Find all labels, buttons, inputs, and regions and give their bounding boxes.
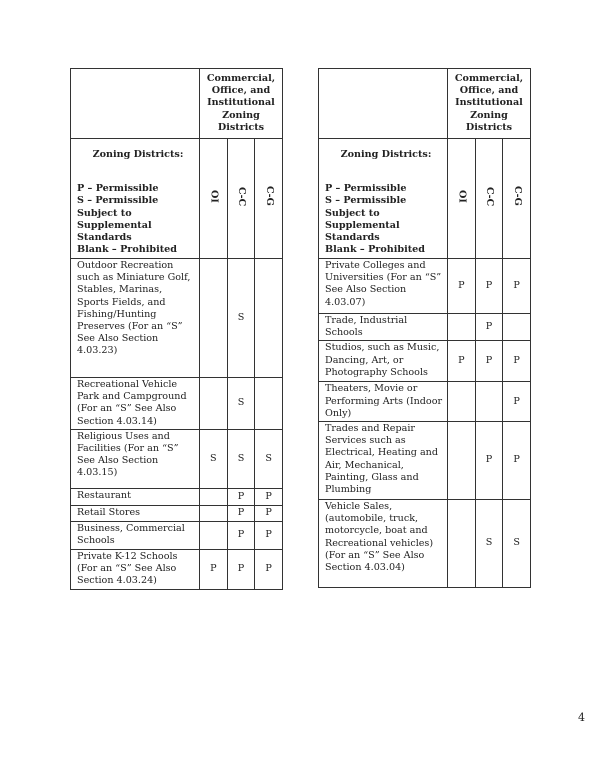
permission-cell: P (255, 488, 283, 505)
district-group-header: Commercial, Office, and Institutional Zoning Districts (448, 69, 531, 139)
table-row (71, 378, 283, 430)
table-row (71, 429, 283, 488)
use-cell: Business, Commercial Schools (71, 521, 200, 549)
district-column-header: OI (448, 139, 476, 259)
permission-cell: P (503, 259, 531, 314)
use-cell: Theaters, Movie or Performing Arts (Indoor Only) (319, 382, 448, 422)
permission-cell (200, 488, 228, 505)
permission-cell (448, 500, 476, 588)
permission-cell: P (475, 259, 503, 314)
use-cell: Outdoor Recreation such as Miniature Golf, Stables, Marinas, Sports Fields, and Fishing/Hunting Preserves (For an “S” See Also Section 4.03.23) (71, 259, 200, 378)
permission-cell: P (227, 505, 255, 521)
zoning-table-right (318, 68, 531, 588)
permission-cell: S (503, 500, 531, 588)
blank-header-cell (319, 69, 448, 139)
table-row (71, 521, 283, 549)
legend-title: Zoning Districts: (340, 149, 432, 160)
permission-cell: P (503, 422, 531, 500)
district-group-header: Commercial, Office, and Institutional Zoning Districts (200, 69, 283, 139)
blank-header-cell (71, 69, 200, 139)
permission-cell: S (255, 429, 283, 488)
use-cell: Private K-12 Schools (For an “S” See Also Section 4.03.24) (71, 549, 200, 589)
permission-cell: P (475, 422, 503, 500)
permission-cell: P (448, 259, 476, 314)
table-row (71, 505, 283, 521)
district-column-header: C-G (503, 139, 531, 259)
use-cell: Trades and Repair Services such as Electrical, Heating and Air, Mechanical, Painting, Glass and Plumbing (319, 422, 448, 500)
permission-cell: P (448, 341, 476, 382)
table-row (319, 259, 531, 314)
permission-cell: P (200, 549, 228, 589)
permission-cell (255, 259, 283, 378)
legend-line: P – Permissible (77, 183, 159, 195)
permission-cell: P (255, 505, 283, 521)
permission-cell: P (227, 488, 255, 505)
use-cell: Private Colleges and Universities (For an “S” See Also Section 4.03.07) (319, 259, 448, 314)
table-row (319, 314, 531, 341)
permission-cell: P (475, 314, 503, 341)
use-cell: Religious Uses and Facilities (For an “S” See Also Section 4.03.15) (71, 429, 200, 488)
use-cell: Trade, Industrial Schools (319, 314, 448, 341)
permission-cell: P (227, 521, 255, 549)
legend-line: Blank – Prohibited (77, 244, 177, 256)
legend-cell (319, 139, 448, 259)
use-cell: Retail Stores (71, 505, 200, 521)
legend-title: Zoning Districts: (92, 149, 184, 160)
permission-cell (200, 521, 228, 549)
legend-line: P – Permissible (325, 183, 407, 195)
legend-line: S – Permissible Subject to Supplemental Standards (77, 195, 159, 244)
table-row (319, 422, 531, 500)
permission-cell: S (227, 429, 255, 488)
permission-cell (448, 422, 476, 500)
permission-cell (475, 382, 503, 422)
permission-cell: P (255, 549, 283, 589)
permission-cell: P (255, 521, 283, 549)
district-column-header: C-C (227, 139, 255, 259)
use-cell: Recreational Vehicle Park and Campground (For an “S” See Also Section 4.03.14) (71, 378, 200, 430)
table-row (319, 500, 531, 588)
permission-cell: P (503, 341, 531, 382)
table-row (71, 549, 283, 589)
permission-cell: P (503, 382, 531, 422)
district-column-header: OI (200, 139, 228, 259)
legend-line: S – Permissible Subject to Supplemental Standards (325, 195, 407, 244)
permission-cell: S (227, 378, 255, 430)
permission-cell (448, 314, 476, 341)
table-row (319, 382, 531, 422)
page-number: 4 (578, 711, 585, 724)
legend-cell (71, 139, 200, 259)
district-column-header: C-C (475, 139, 503, 259)
legend-line: Blank – Prohibited (325, 244, 425, 256)
permission-cell (200, 505, 228, 521)
zoning-table-left (70, 68, 283, 590)
table-row (319, 341, 531, 382)
table-row (71, 488, 283, 505)
permission-cell (200, 378, 228, 430)
table-row (71, 259, 283, 378)
permission-cell: P (475, 341, 503, 382)
district-column-header: C-G (255, 139, 283, 259)
permission-cell (255, 378, 283, 430)
permission-cell (200, 259, 228, 378)
permission-cell (448, 382, 476, 422)
permission-cell: S (475, 500, 503, 588)
permission-cell (503, 314, 531, 341)
use-cell: Restaurant (71, 488, 200, 505)
use-cell: Studios, such as Music, Dancing, Art, or Photography Schools (319, 341, 448, 382)
permission-cell: S (227, 259, 255, 378)
use-cell: Vehicle Sales, (automobile, truck, motorcycle, boat and Recreational vehicles) (For an “S” See Also Section 4.03.04) (319, 500, 448, 588)
permission-cell: S (200, 429, 228, 488)
permission-cell: P (227, 549, 255, 589)
